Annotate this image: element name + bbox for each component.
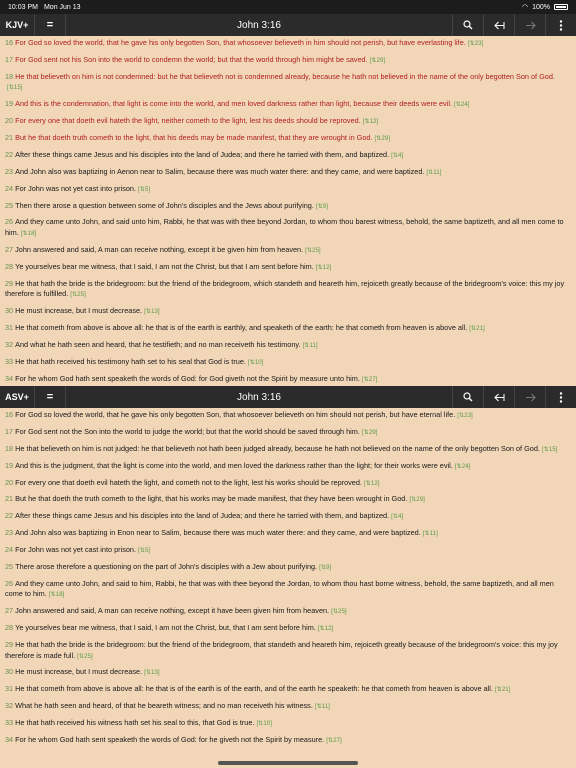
cross-reference-link[interactable]: [⇅21] (469, 324, 485, 332)
status-time: 10:03 PM (8, 3, 38, 11)
battery-icon (554, 4, 568, 10)
cross-reference-link[interactable]: [⇅23] (457, 412, 473, 419)
more-vertical-icon[interactable] (546, 386, 576, 408)
cross-reference-link[interactable]: [⇅10] (247, 358, 264, 366)
verse-row[interactable] (5, 201, 571, 213)
top-reference-title[interactable]: John 3:16 (237, 19, 281, 31)
cross-reference-link[interactable]: [⇅29] (369, 56, 386, 64)
verse-row[interactable] (5, 427, 571, 439)
cross-reference-link[interactable]: [⇅12] (363, 479, 380, 487)
verse-text: For God so loved the world, that he gave his only begotten Son, that whosoever believeth on him should not perish, but have eternal life. (15, 410, 456, 419)
cross-reference-link[interactable]: [⇅15] (541, 445, 558, 453)
verse-row[interactable] (5, 528, 571, 540)
verse-row[interactable] (5, 306, 571, 318)
verse-number: 23 (5, 528, 14, 538)
verse-row[interactable] (5, 245, 571, 257)
verse-text: For God sent not the Son into the world to judge the world; but that the world should be saved through him. (15, 426, 360, 436)
verse-text: He that believeth on him is not condemned: but he that believeth not is condemned already, because he hath not believed in the name of the only begotten Son of God. (15, 71, 555, 81)
verse-number: 22 (5, 511, 14, 521)
cross-reference-link[interactable]: [⇅12] (315, 263, 332, 271)
verse-row[interactable] (5, 735, 571, 747)
verse-text: After these things came Jesus and his disciples into the land of Judea; and there he tarried with them, and baptized. (15, 149, 390, 159)
arrow-left-icon[interactable] (484, 14, 514, 36)
verse-row[interactable] (5, 606, 571, 618)
cross-reference-link[interactable]: [⇅12] (362, 118, 379, 126)
cross-reference-link[interactable]: [⇅24] (453, 101, 470, 109)
bottom-toolbar (0, 386, 576, 408)
verse-row[interactable] (5, 444, 571, 456)
verse-text: He that hath received his witness hath set his seal to this, that God is true. (15, 718, 255, 728)
cross-reference-link[interactable]: [⇅9] (315, 202, 328, 210)
verse-text: For God sent not his Son into the world to condemn the world; but that the world through him might be saved. (15, 54, 368, 64)
verse-number: 18 (5, 443, 14, 453)
verse-text: He that cometh from above is above all: he that is of the earth is earthly, and speaketh of the earth: he that cometh from heaven is above all. (15, 322, 468, 332)
search-icon[interactable] (453, 14, 483, 36)
verse-number: 33 (5, 718, 14, 728)
cross-reference-link[interactable]: [⇅4] (391, 513, 404, 521)
verse-number: 29 (5, 278, 14, 288)
verse-number: 31 (5, 684, 14, 694)
verse-row[interactable] (5, 262, 571, 274)
cross-reference-link[interactable]: [⇅29] (361, 428, 378, 436)
cross-reference-link[interactable]: [⇅11] (302, 341, 318, 349)
verse-number: 21 (5, 494, 14, 504)
verse-number: 25 (5, 562, 14, 572)
verse-row[interactable] (5, 38, 571, 50)
verse-text: And John also was baptizing in Aenon near to Salim, because there was much water there: and they came, and were baptized. (15, 166, 425, 176)
cross-reference-link[interactable]: [⇅25] (331, 608, 347, 616)
status-date: Mon Jun 13 (43, 3, 81, 11)
verse-row[interactable] (5, 357, 571, 369)
verse-text: He that hath the bride is the bridegroom: but the friend of the bridegroom, that standeth and heareth him, rejoiceth greatly because of the bridegroom's voice: this my joy therefore is made full. (5, 640, 558, 660)
verse-text: And this is the judgment, that the light is come into the world, and men loved the darkness rather than the light; for their works were evil. (15, 460, 453, 470)
verse-number: 30 (5, 667, 14, 677)
cross-reference-link[interactable]: [⇅15] (7, 84, 23, 92)
verse-text: For every one that doeth evil hateth the light, neither cometh to the light, lest his deeds should be reproved. (15, 116, 361, 126)
verse-number: 28 (5, 623, 14, 633)
verse-text: For every one that doeth evil hateth the light, and cometh not to the light, lest his works should be reproved. (15, 477, 362, 487)
cross-reference-link[interactable]: [⇅18] (20, 229, 37, 237)
cross-reference-link[interactable]: [⇅25] (70, 291, 86, 299)
verse-number: 34 (5, 373, 14, 383)
verse-text: There arose therefore a questioning on the part of John's disciples with a Jew about purifying. (15, 562, 318, 572)
top-menu-button[interactable]: = (46, 19, 54, 31)
verse-number: 32 (5, 701, 14, 711)
verse-text: For he whom God hath sent speaketh the words of God: for God giveth not the Spirit by measure unto him. (15, 373, 360, 383)
cross-reference-link[interactable]: [⇅4] (391, 151, 404, 159)
verse-row[interactable] (5, 133, 571, 145)
verse-number: 24 (5, 183, 14, 193)
cross-reference-link[interactable]: [⇅23] (467, 40, 484, 47)
verse-text: John answered and said, A man can receive nothing, except it be given him from heaven. (15, 244, 304, 254)
cross-reference-link[interactable]: [⇅5] (138, 547, 151, 555)
verse-number: 27 (5, 606, 14, 616)
verse-row[interactable] (5, 410, 571, 422)
cross-reference-link[interactable]: [⇅13] (144, 307, 160, 315)
verse-row[interactable] (5, 99, 571, 111)
home-indicator (218, 761, 358, 765)
verse-number: 19 (5, 460, 14, 470)
cross-reference-link[interactable]: [⇅13] (144, 669, 160, 677)
verse-number: 25 (5, 200, 14, 210)
verse-number: 21 (5, 132, 14, 142)
verse-number: 20 (5, 477, 14, 487)
verse-row[interactable] (5, 461, 571, 473)
wifi-icon: ◠ (521, 4, 529, 11)
verse-number: 18 (5, 71, 14, 81)
cross-reference-link[interactable]: [⇅10] (256, 720, 272, 728)
bottom-verse-pane[interactable] (0, 408, 576, 760)
top-verse-pane[interactable] (0, 36, 576, 385)
verse-row[interactable] (5, 623, 571, 635)
more-vertical-icon[interactable] (546, 14, 576, 36)
verse-number: 32 (5, 339, 14, 349)
verse-row[interactable] (5, 279, 571, 301)
verse-text: Ye yourselves bear me witness, that I said, I am not the Christ, but, that I am sent before him. (15, 623, 316, 633)
verse-text: And they came unto John, and said to him, Rabbi, he that was with thee beyond the Jordan, to whom thou hast borne witness, behold, the same baptizeth, and all men come to him. (5, 578, 554, 599)
top-version-button[interactable]: KJV+ (5, 20, 29, 30)
verse-text: But he that doeth truth cometh to the light, that his deeds may be made manifest, that they are wrought in God. (15, 132, 373, 142)
cross-reference-link[interactable]: [⇅18] (48, 591, 65, 599)
verse-number: 16 (5, 38, 14, 47)
verse-row[interactable] (5, 478, 571, 490)
verse-number: 30 (5, 305, 14, 315)
verse-text: For he whom God hath sent speaketh the words of God: for he giveth not the Spirit by measure. (15, 735, 325, 745)
bottom-version-button[interactable]: ASV+ (5, 392, 29, 402)
top-toolbar (0, 14, 576, 36)
cross-reference-link[interactable]: [⇅5] (138, 185, 151, 193)
cross-reference-link[interactable]: [⇅9] (319, 564, 332, 572)
verse-text: He that hath received his testimony hath set to his seal that God is true. (15, 356, 246, 366)
verse-number: 29 (5, 640, 14, 650)
verse-text: He that hath the bride is the bridegroom: but the friend of the bridegroom, which standeth and heareth him, rejoiceth greatly because of the bridegroom's voice: this my joy therefore is fulfilled. (5, 278, 565, 299)
verse-text: And this is the condemnation, that light is come into the world, and men loved darkness rather than light, because their deeds were evil. (15, 99, 452, 109)
bottom-reference-title[interactable]: John 3:16 (237, 391, 281, 403)
verse-text: For John was not yet cast into prison. (15, 545, 136, 555)
cross-reference-link[interactable]: [⇅21] (494, 686, 511, 694)
verse-text: What he hath seen and heard, of that he beareth witness; and no man receiveth his witness. (15, 701, 313, 711)
verse-text: Then there arose a question between some of John's disciples and the Jews about purifying. (15, 200, 314, 210)
search-icon[interactable] (453, 386, 483, 408)
status-bar (0, 0, 576, 14)
verse-row[interactable] (5, 701, 571, 713)
verse-text: He that cometh from above is above all: he that is of the earth is of the earth, and of the earth he speaketh: he that cometh from heaven is above all. (15, 684, 493, 694)
verse-row[interactable] (5, 374, 571, 385)
verse-number: 34 (5, 735, 14, 745)
cross-reference-link[interactable]: [⇅11] (426, 168, 442, 176)
verse-row[interactable] (5, 217, 571, 239)
verse-row[interactable] (5, 684, 571, 696)
verse-text: For John was not yet cast into prison. (15, 183, 136, 193)
verse-text: For God so loved the world, that he gave his only begotten Son, that whosoever believeth in him should not perish, but have everlasting life. (15, 38, 466, 47)
verse-row[interactable] (5, 494, 571, 506)
verse-row[interactable] (5, 511, 571, 523)
verse-row[interactable] (5, 116, 571, 128)
verse-row[interactable] (5, 340, 571, 352)
verse-number: 27 (5, 244, 14, 254)
status-right (522, 3, 568, 11)
verse-row[interactable] (5, 55, 571, 67)
verse-number: 16 (5, 410, 14, 419)
verse-text: He that believeth on him is not judged: he that believeth not hath been judged already, because he hath not believed on the name of the only begotten Son of God. (15, 443, 540, 453)
cross-reference-link[interactable]: [⇅27] (361, 375, 378, 383)
verse-text: And John also was baptizing in Enon near to Salim, because there was much water there: and they came, and were baptized. (15, 528, 421, 538)
verse-number: 19 (5, 99, 14, 109)
arrow-right-icon[interactable] (515, 14, 545, 36)
verse-row[interactable] (5, 545, 571, 557)
verse-row[interactable] (5, 579, 571, 601)
verse-number: 17 (5, 54, 14, 64)
verse-text: Ye yourselves bear me witness, that I said, I am not the Christ, but that I am sent before him. (15, 261, 314, 271)
verse-text: And what he hath seen and heard, that he testifieth; and no man receiveth his testimony. (15, 339, 301, 349)
verse-text: After these things came Jesus and his disciples into the land of Judea; and there he tarried with them, and baptized. (15, 511, 390, 521)
verse-number: 24 (5, 545, 14, 555)
verse-number: 28 (5, 261, 14, 271)
cross-reference-link[interactable]: [⇅25] (305, 246, 321, 254)
verse-row[interactable] (5, 667, 571, 679)
verse-text: He must increase, but I must decrease. (15, 305, 143, 315)
verse-number: 23 (5, 166, 14, 176)
verse-row[interactable] (5, 167, 571, 179)
verse-text: And they came unto John, and said unto him, Rabbi, he that was with thee beyond Jordan, to whom thou barest witness, behold, the same baptizeth, and all men come to him. (5, 217, 564, 237)
verse-row[interactable] (5, 718, 571, 730)
verse-row[interactable] (5, 562, 571, 574)
verse-number: 31 (5, 322, 14, 332)
verse-row[interactable] (5, 184, 571, 196)
cross-reference-link[interactable]: [⇅12] (317, 625, 334, 633)
cross-reference-link[interactable]: [⇅25] (77, 652, 93, 660)
verse-row[interactable] (5, 150, 571, 162)
cross-reference-link[interactable]: [⇅11] (314, 703, 330, 711)
verse-number: 17 (5, 426, 14, 436)
arrow-left-icon[interactable] (484, 386, 514, 408)
verse-row[interactable] (5, 640, 571, 662)
verse-row[interactable] (5, 323, 571, 335)
cross-reference-link[interactable]: [⇅29] (409, 496, 425, 504)
verse-text: He must increase, but I must decrease. (15, 667, 143, 677)
arrow-right-icon[interactable] (515, 386, 545, 408)
verse-number: 26 (5, 578, 14, 588)
verse-number: 26 (5, 217, 14, 227)
cross-reference-link[interactable]: [⇅24] (454, 462, 471, 470)
battery-percent: 100% (532, 3, 550, 11)
verse-number: 33 (5, 356, 14, 366)
cross-reference-link[interactable]: [⇅27] (326, 737, 342, 745)
verse-number: 20 (5, 116, 14, 126)
cross-reference-link[interactable]: [⇅29] (374, 134, 390, 142)
bottom-menu-button[interactable]: = (46, 391, 54, 403)
verse-number: 22 (5, 149, 14, 159)
verse-text: John answered and said, A man can receive nothing, except it have been given him from heaven. (15, 606, 330, 616)
cross-reference-link[interactable]: [⇅11] (422, 530, 438, 538)
verse-row[interactable] (5, 72, 571, 94)
verse-text: But he that doeth the truth cometh to the light, that his works may be made manifest, that they have been wrought in God. (15, 494, 408, 504)
